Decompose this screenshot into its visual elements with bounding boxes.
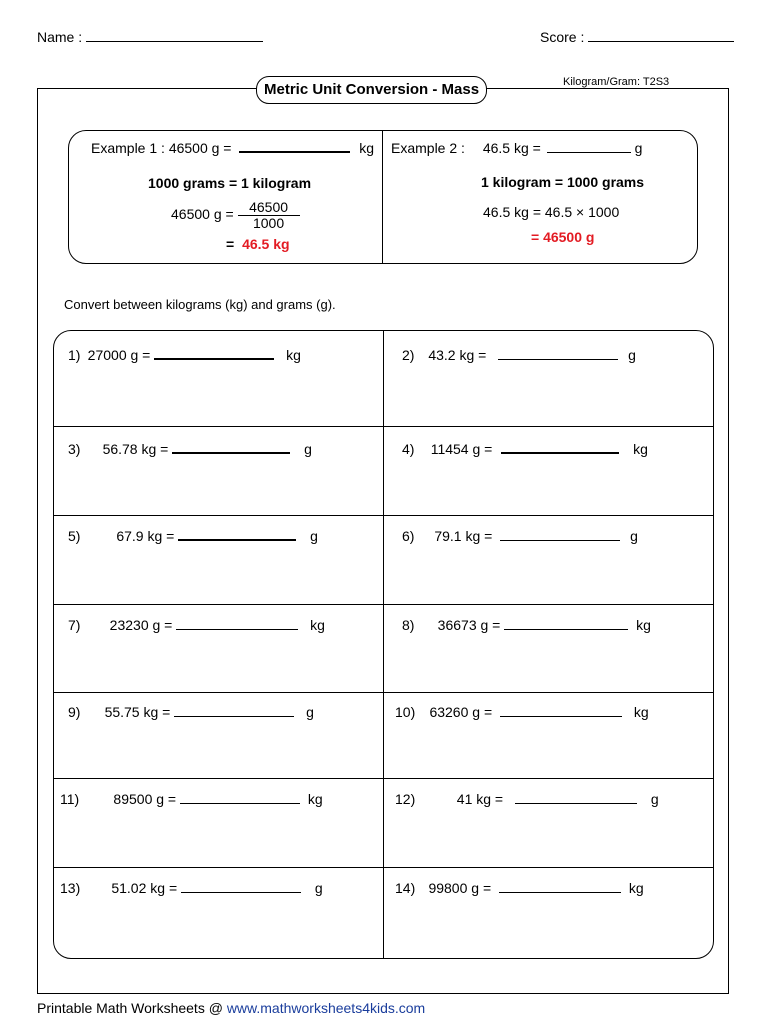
score-label: Score : xyxy=(540,29,585,45)
problem-number: 13) xyxy=(60,880,81,896)
problem-number: 10) xyxy=(395,704,416,720)
example1-question xyxy=(91,140,374,156)
problem-unit: kg xyxy=(633,704,649,720)
example2-label: Example 2 : xyxy=(391,140,465,156)
problem-13 xyxy=(60,880,323,896)
problem-number: 4) xyxy=(402,441,415,457)
problem-number: 5) xyxy=(68,528,81,544)
row-divider xyxy=(54,867,713,868)
instructions: Convert between kilograms (kg) and grams (g). xyxy=(64,297,336,312)
answer-blank[interactable] xyxy=(499,891,621,893)
answer-blank[interactable] xyxy=(180,802,300,804)
problem-11 xyxy=(60,791,323,807)
problem-unit: g xyxy=(304,441,312,457)
example2-blank xyxy=(547,151,631,153)
problem-10 xyxy=(395,704,649,720)
problem-number: 3) xyxy=(68,441,81,457)
answer-blank[interactable] xyxy=(174,715,294,717)
example2-expr: 46.5 kg = xyxy=(482,140,541,156)
example2-answer: = 46500 g xyxy=(531,229,595,245)
problem-number: 11) xyxy=(60,791,80,807)
answer-blank[interactable] xyxy=(500,539,620,541)
problem-question: 63260 g = xyxy=(429,704,493,720)
example1-eq: = xyxy=(226,236,235,252)
worksheet-code: Kilogram/Gram: T2S3 xyxy=(563,76,670,88)
problem-8 xyxy=(402,617,651,633)
problem-question: 23230 g = xyxy=(109,617,173,633)
problem-number: 1) xyxy=(68,347,81,363)
problem-7 xyxy=(68,617,325,633)
problem-number: 12) xyxy=(395,791,416,807)
problem-unit: kg xyxy=(310,617,325,633)
problem-number: 8) xyxy=(402,617,415,633)
problem-question: 55.75 kg = xyxy=(104,704,171,720)
answer-blank[interactable] xyxy=(498,358,618,360)
examples-divider xyxy=(382,131,383,263)
example1-answer: 46.5 kg xyxy=(242,236,290,252)
score-field xyxy=(540,29,734,45)
worksheet-title: Metric Unit Conversion - Mass xyxy=(256,76,487,104)
problem-unit: g xyxy=(630,528,638,544)
example2-rule: 1 kilogram = 1000 grams xyxy=(481,174,645,190)
problem-question: 11454 g = xyxy=(430,441,493,457)
row-divider xyxy=(54,778,713,779)
problem-4 xyxy=(402,441,648,457)
problem-question: 27000 g = xyxy=(87,347,151,363)
example1-label: Example 1 : 46500 g = xyxy=(91,140,232,156)
problem-unit: g xyxy=(314,880,323,896)
problem-question: 56.78 kg = xyxy=(102,441,169,457)
example1-fraction xyxy=(238,200,300,231)
answer-blank[interactable] xyxy=(504,628,628,630)
example1-lhs: 46500 g = xyxy=(171,206,234,223)
example1-numerator: 46500 xyxy=(238,200,300,216)
name-blank[interactable] xyxy=(86,40,263,42)
problem-question: 41 kg = xyxy=(456,791,504,807)
problem-number: 2) xyxy=(402,347,415,363)
problem-unit: kg xyxy=(628,880,644,896)
problem-number: 14) xyxy=(395,880,416,896)
row-divider xyxy=(54,604,713,605)
answer-blank[interactable] xyxy=(176,628,298,630)
problem-1 xyxy=(68,347,301,363)
problem-question: 67.9 kg = xyxy=(116,528,175,544)
example1-fraction-step xyxy=(171,200,300,231)
problem-unit: kg xyxy=(286,347,301,363)
row-divider xyxy=(54,692,713,693)
problem-14 xyxy=(395,880,644,896)
row-divider xyxy=(54,426,713,427)
problem-unit: g xyxy=(628,347,636,363)
problem-unit: kg xyxy=(636,617,651,633)
example1-blank xyxy=(239,150,350,153)
example1-answer-row xyxy=(226,236,290,252)
problem-unit: kg xyxy=(633,441,648,457)
footer-text: Printable Math Worksheets @ xyxy=(37,1000,227,1016)
problem-question: 89500 g = xyxy=(113,791,177,807)
problem-question: 43.2 kg = xyxy=(428,347,487,363)
problem-2 xyxy=(402,347,636,363)
example2-unit: g xyxy=(634,140,643,156)
name-field xyxy=(37,29,263,45)
row-divider xyxy=(54,515,713,516)
problem-question: 99800 g = xyxy=(428,880,492,896)
problem-3 xyxy=(68,441,312,457)
problem-unit: kg xyxy=(307,791,323,807)
answer-blank[interactable] xyxy=(501,451,619,454)
score-blank[interactable] xyxy=(588,40,734,42)
answer-blank[interactable] xyxy=(154,357,274,360)
example2-question xyxy=(391,140,642,156)
answer-blank[interactable] xyxy=(500,715,622,717)
name-label: Name : xyxy=(37,29,83,45)
problem-12 xyxy=(395,791,659,807)
problem-question: 36673 g = xyxy=(437,617,501,633)
answer-blank[interactable] xyxy=(178,538,296,541)
problem-question: 51.02 kg = xyxy=(111,880,178,896)
problem-number: 9) xyxy=(68,704,81,720)
answer-blank[interactable] xyxy=(181,891,301,893)
problem-5 xyxy=(68,528,318,544)
answer-blank[interactable] xyxy=(172,451,290,454)
problem-unit: g xyxy=(310,528,318,544)
problem-9 xyxy=(68,704,314,720)
problem-question: 79.1 kg = xyxy=(434,528,493,544)
answer-blank[interactable] xyxy=(515,802,637,804)
problem-unit: g xyxy=(306,704,314,720)
example1-denominator: 1000 xyxy=(252,215,285,231)
problem-6 xyxy=(402,528,638,544)
footer xyxy=(37,1000,425,1016)
footer-link[interactable]: www.mathworksheets4kids.com xyxy=(226,1000,426,1016)
example1-rule: 1000 grams = 1 kilogram xyxy=(148,175,312,191)
example1-unit: kg xyxy=(359,140,375,156)
example2-step: 46.5 kg = 46.5 × 1000 xyxy=(483,204,620,220)
problem-number: 7) xyxy=(68,617,81,633)
problem-number: 6) xyxy=(402,528,415,544)
problem-unit: g xyxy=(650,791,659,807)
